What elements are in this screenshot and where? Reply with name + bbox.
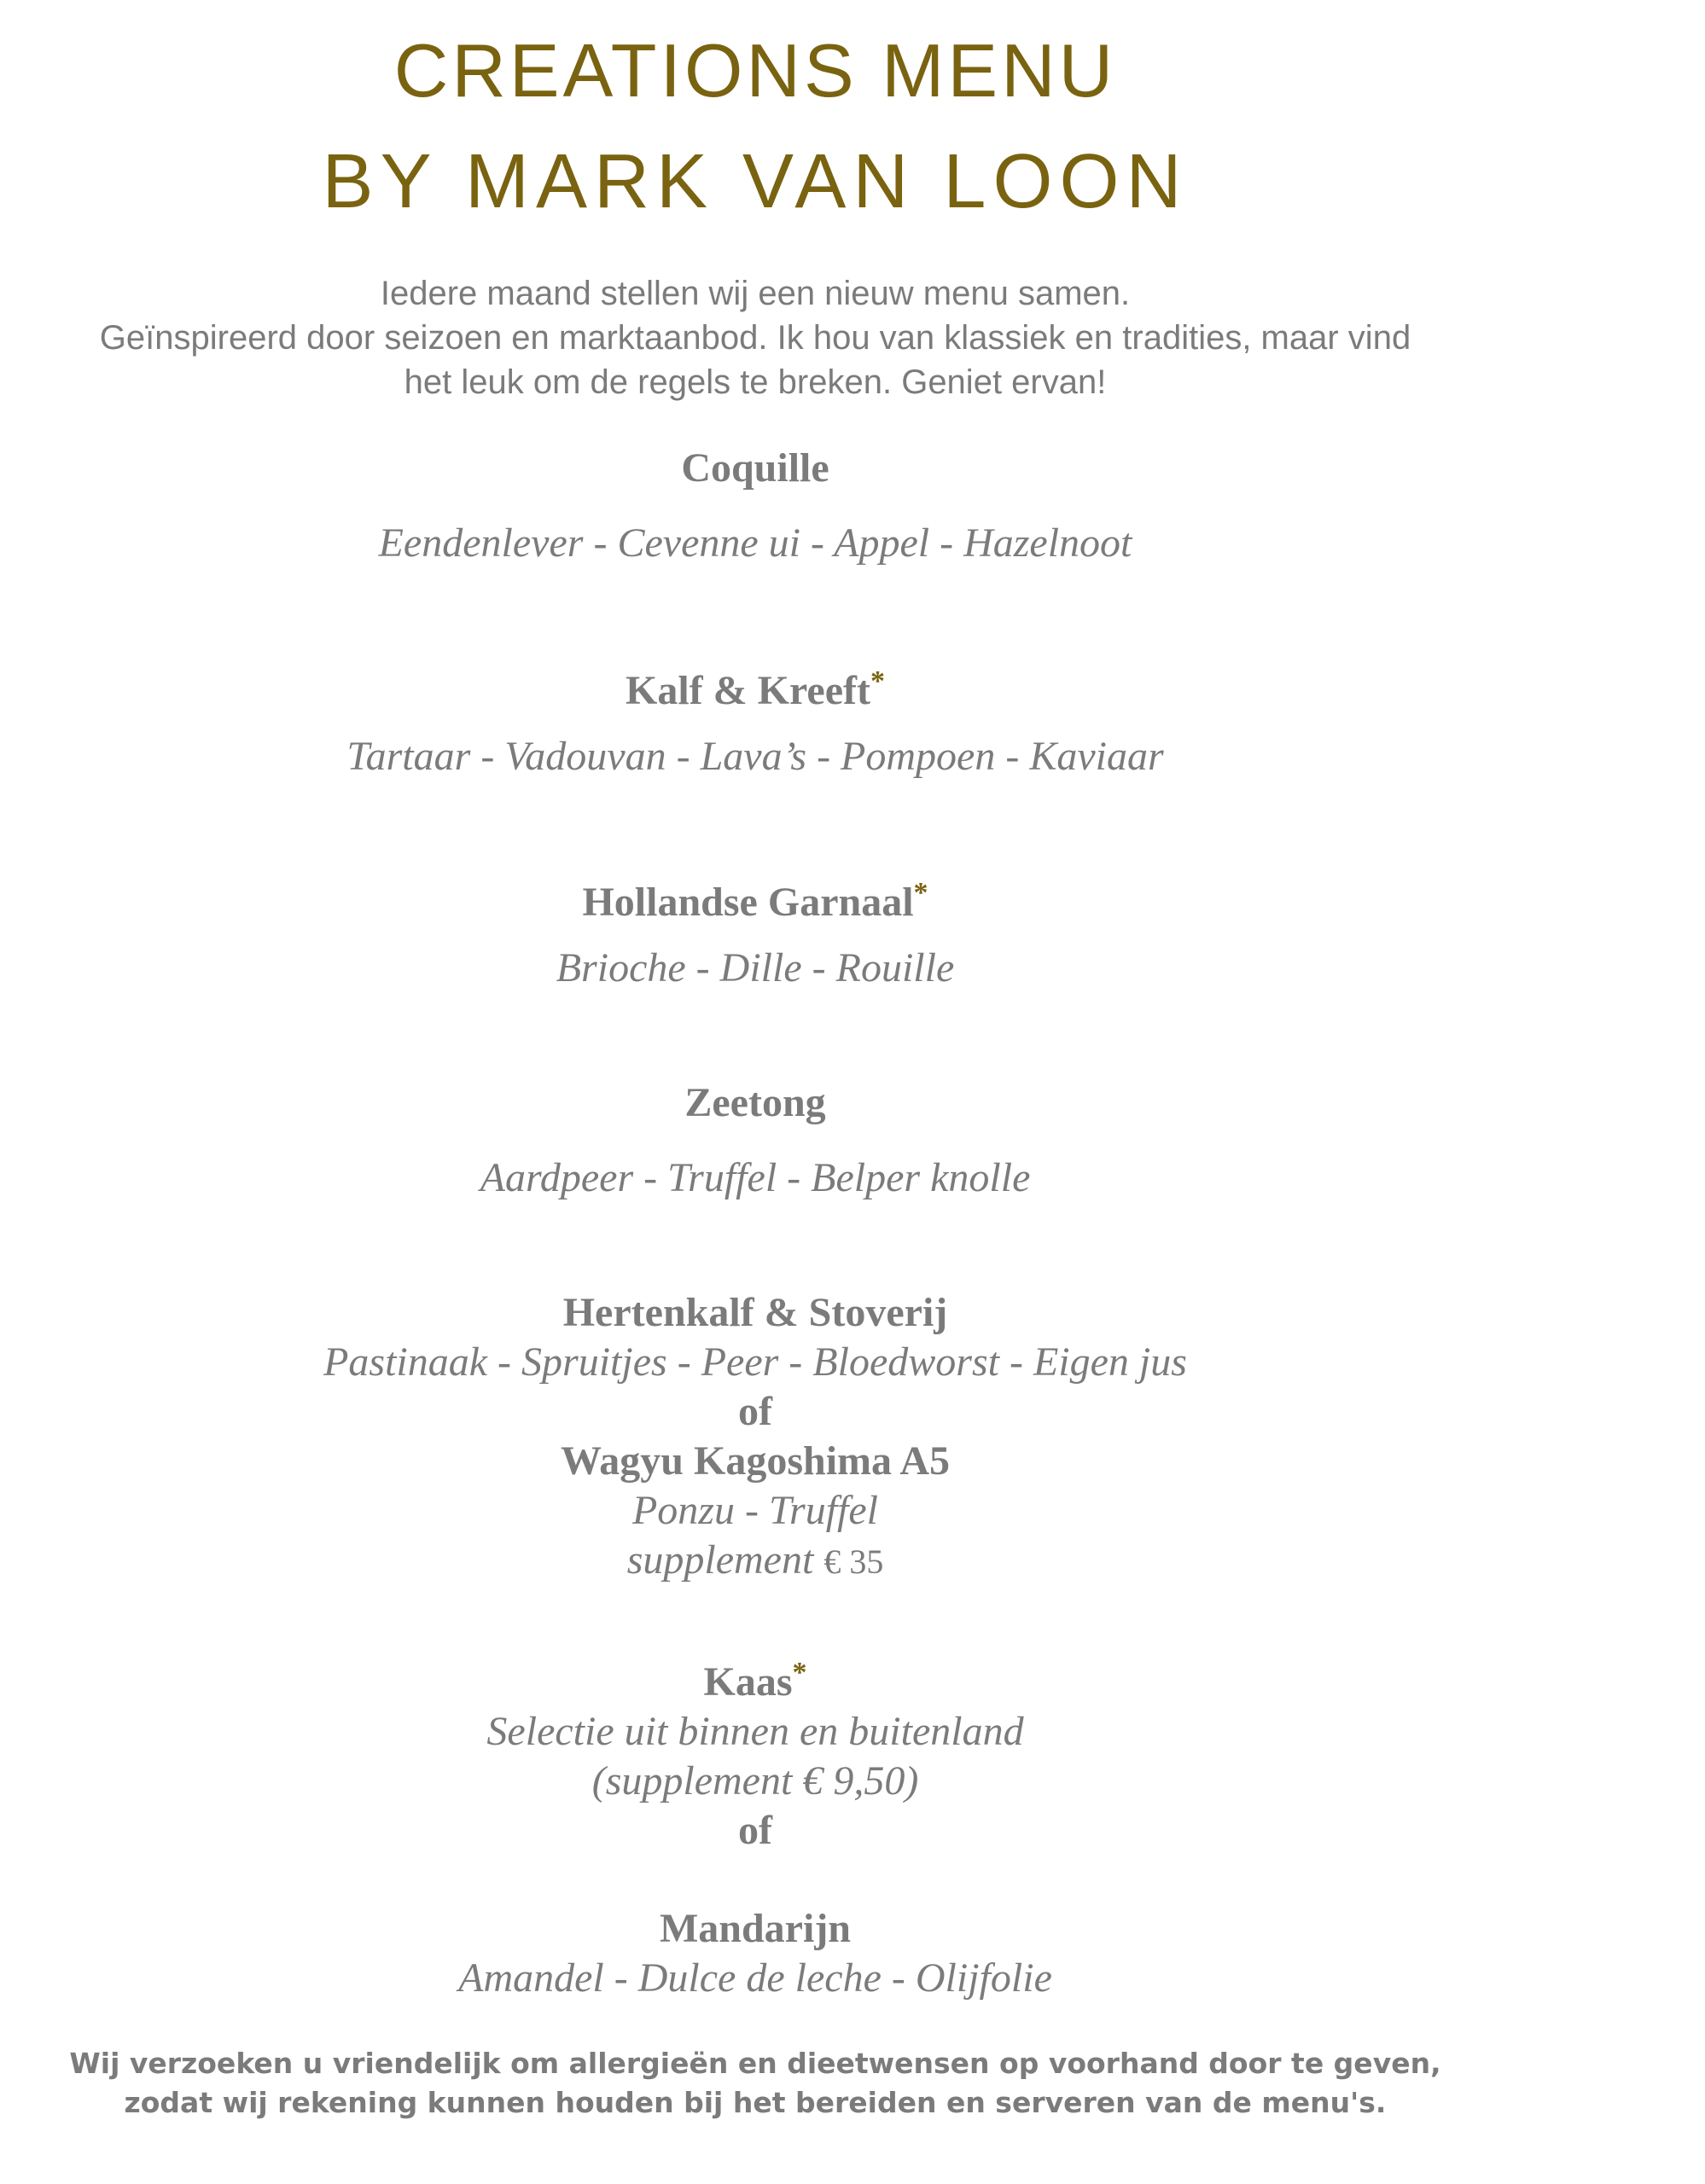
course-description: Brioche - Dille - Rouille: [556, 945, 955, 990]
allergy-notice-line1: Wij verzoeken u vriendelijk om allergieën en dieetwensen op voorhand door te geven,: [69, 2047, 1441, 2080]
course-zeetong-desc-wrap: [0, 1153, 1510, 1203]
course-hertenkalf: [0, 1288, 1510, 1587]
course-hollandse-garnaal-desc-wrap: [0, 944, 1510, 993]
course-kalf-kreeft: [0, 657, 1510, 716]
course-mandarijn: [0, 1904, 1510, 2003]
course-title-line: [0, 868, 1510, 927]
course-title: Zeetong: [684, 1080, 826, 1125]
course-title-line: [0, 657, 1510, 716]
intro-line3: het leuk om de regels te breken. Geniet ervan!: [404, 363, 1107, 401]
course-description: Eendenlever - Cevenne ui - Appel - Hazelnoot: [378, 520, 1132, 566]
course-kaas: [0, 1648, 1510, 1856]
course-title: Kalf & Kreeft: [626, 668, 870, 713]
asterisk-mark: *: [870, 665, 885, 697]
course-description: Tartaar - Vadouvan - Lava’s - Pompoen - Kaviaar: [346, 734, 1164, 779]
course-description: Aardpeer - Truffel - Belper knolle: [480, 1155, 1031, 1200]
course-supplement: (supplement € 9,50): [591, 1758, 919, 1804]
course-title-line: [0, 1648, 1510, 1707]
course-description: Selectie uit binnen en buitenland: [486, 1709, 1024, 1754]
course-hollandse-garnaal: [0, 868, 1510, 927]
alt-course-description: Ponzu - Truffel: [631, 1488, 879, 1533]
course-description: Pastinaak - Spruitjes - Peer - Bloedworst - Eigen jus: [323, 1339, 1187, 1385]
allergy-notice: [0, 2044, 1510, 2123]
course-title: Coquille: [681, 445, 829, 491]
course-title: Hertenkalf & Stoverij: [562, 1290, 948, 1335]
or-separator: of: [738, 1389, 772, 1434]
supplement-amount: € 35: [823, 1542, 884, 1581]
menu-title-line2: BY MARK VAN LOON: [322, 139, 1189, 224]
course-title: Kaas: [703, 1659, 793, 1705]
asterisk-mark: *: [792, 1657, 807, 1688]
course-title: Mandarijn: [659, 1906, 851, 1951]
course-zeetong: [0, 1078, 1510, 1128]
course-coquille: [0, 444, 1510, 493]
allergy-notice-line2: zodat wij rekening kunnen houden bij het bereiden en serveren van de menu's.: [124, 2086, 1387, 2119]
intro-line2: Geïnspireerd door seizoen en marktaanbod. Ik hou van klassiek en tradities, maar vind: [99, 319, 1411, 357]
supplement-label: supplement: [626, 1537, 814, 1583]
course-title: Hollandse Garnaal: [582, 880, 914, 925]
alt-course-supplement: [0, 1536, 1510, 1587]
course-coquille-desc-wrap: [0, 519, 1510, 568]
or-separator: of: [738, 1808, 772, 1853]
menu-title-line1: CREATIONS MENU: [393, 28, 1117, 113]
asterisk-mark: *: [913, 877, 928, 909]
course-description: Amandel - Dulce de leche - Olijfolie: [458, 1955, 1052, 2001]
course-kalf-kreeft-desc-wrap: [0, 732, 1510, 781]
intro-text: [0, 271, 1510, 404]
alt-course-title: Wagyu Kagoshima A5: [560, 1438, 951, 1484]
intro-line1: Iedere maand stellen wij een nieuw menu samen.: [380, 275, 1131, 312]
